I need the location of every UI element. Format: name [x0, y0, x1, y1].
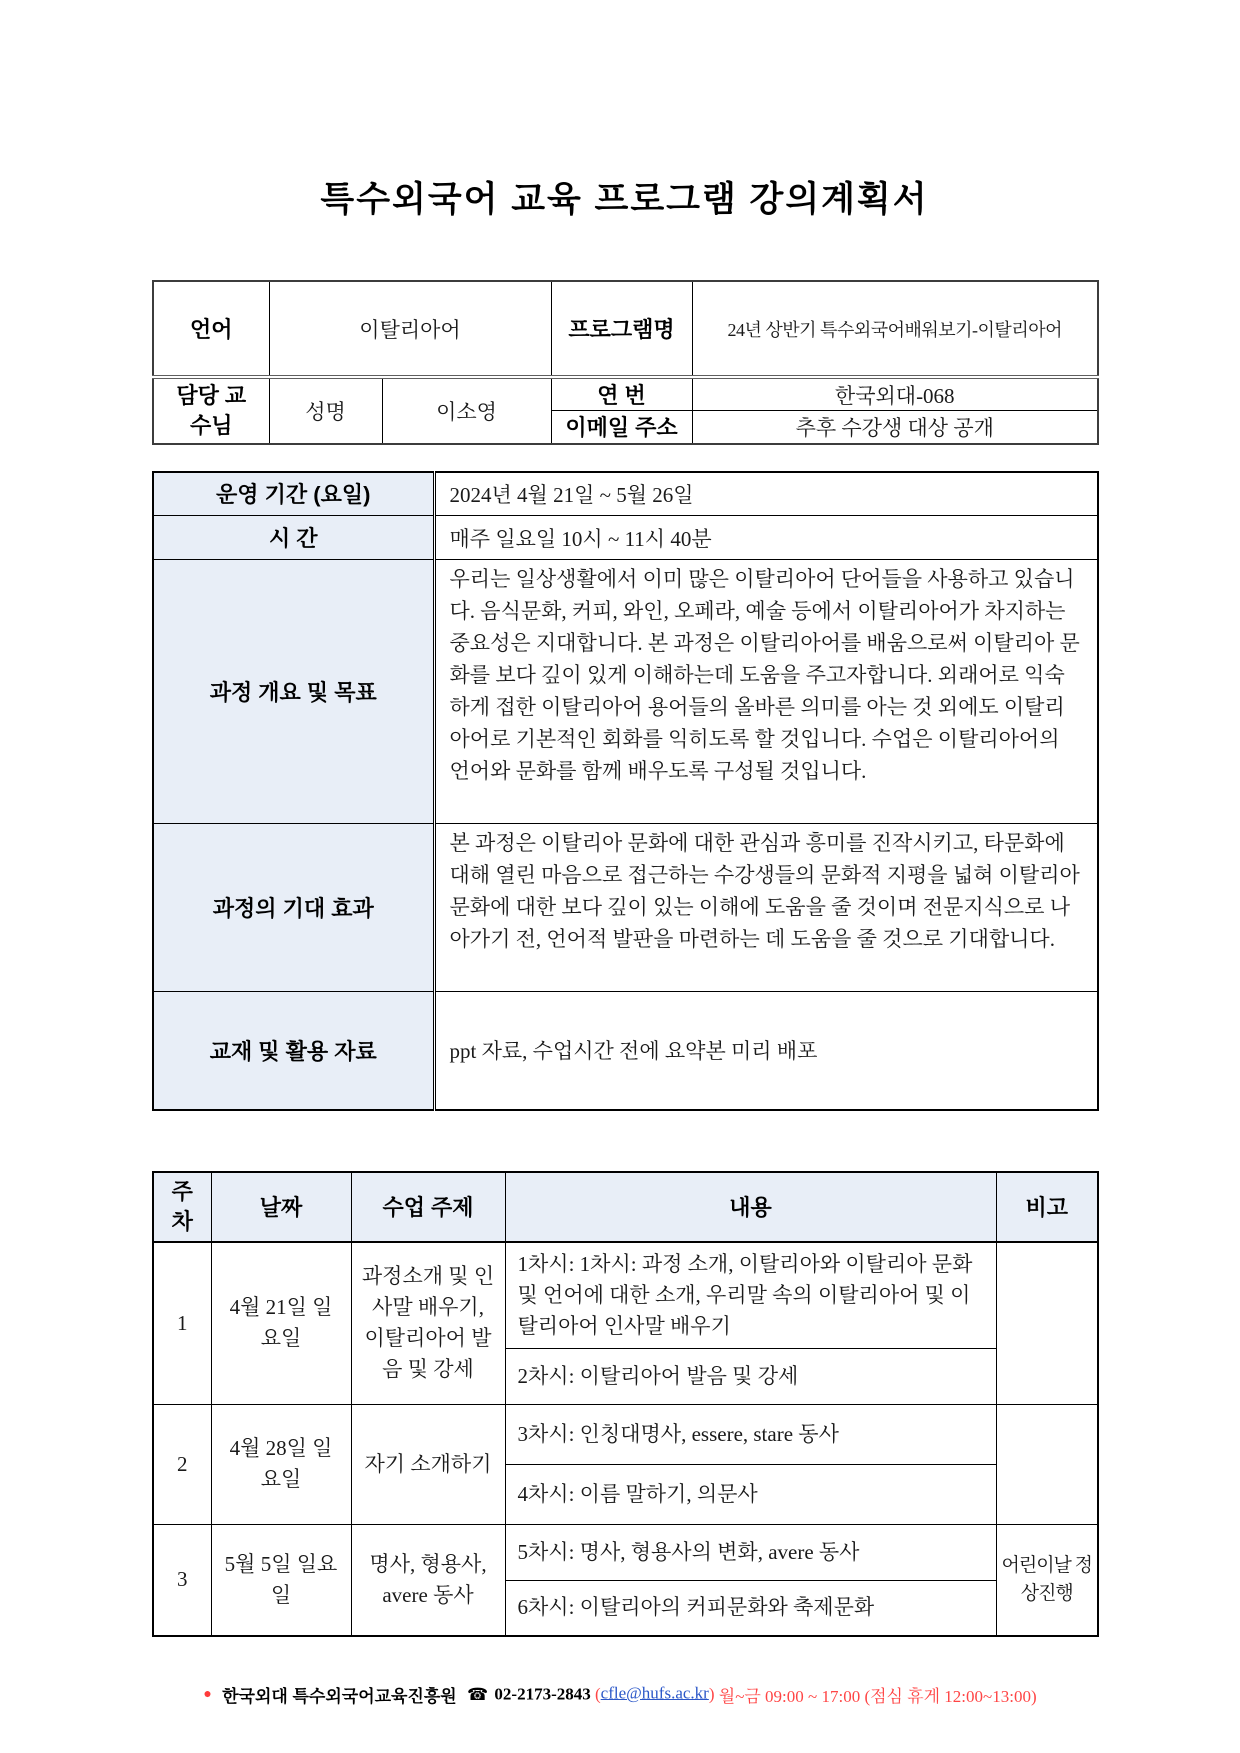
week-topic: 자기 소개하기	[351, 1404, 505, 1524]
footer-email-link[interactable]: cfle@hufs.ac.kr	[600, 1683, 709, 1703]
language-label: 언어	[153, 281, 269, 377]
period-label: 운영 기간 (요일)	[153, 472, 434, 516]
program-info-table	[152, 280, 1099, 445]
document-content	[152, 0, 1097, 1637]
overview-text: 우리는 일상생활에서 이미 많은 이탈리아어 단어들을 사용하고 있습니다. 음식문화, 커피, 와인, 오페라, 예술 등에서 이탈리아어가 차지하는 중요성은 지대합니다. 본 과정은 이탈리아어를 배움으로써 이탈리아 문화를 보다 깊이 있게 이해하는데 도움을 주고자합니다. 외래어로 익숙하게 접한 이탈리아어 용어들의 올바른 의미를 아는 것 외에도 이탈리아어로 기본적인 회화를 익히도록 할 것입니다. 수업은 이탈리아어의 언어와 문화를 함께 배우도록 구성될 것입니다.	[434, 560, 1098, 824]
footer	[0, 1682, 1240, 1707]
session-content: 1차시: 1차시: 과정 소개, 이탈리아와 이탈리아 문화 및 언어에 대한 소개, 우리말 속의 이탈리아어 및 이탈리아어 인사말 배우기	[505, 1242, 996, 1349]
week-date: 5월 5일 일요일	[211, 1524, 351, 1636]
expected-effect-text: 본 과정은 이탈리아 문화에 대한 관심과 흥미를 진작시키고, 타문화에 대해 열린 마음으로 접근하는 수강생들의 문화적 지평을 넓혀 이탈리아 문화에 대한 보다 깊이 있는 이해에 도움을 줄 것이며 전문지식으로 나아가기 전, 언어적 발판을 마련하는 데 도움을 줄 것으로 기대합니다.	[434, 824, 1098, 992]
header-date: 날짜	[211, 1172, 351, 1242]
session-content: 5차시: 명사, 형용사의 변화, avere 동사	[505, 1524, 996, 1580]
header-week: 주차	[153, 1172, 211, 1242]
name-label: 성명	[269, 377, 382, 444]
serial-number-label: 연 번	[551, 377, 692, 411]
week-note: 어린이날 정상진행	[996, 1524, 1098, 1636]
session-content: 2차시: 이탈리아어 발음 및 강세	[505, 1348, 996, 1404]
email-label: 이메일 주소	[551, 411, 692, 444]
time-value: 매주 일요일 10시 ~ 11시 40분	[434, 516, 1098, 560]
phone-icon: ☎	[466, 1684, 489, 1704]
page-title: 특수외국어 교육 프로그램 강의계획서	[320, 180, 929, 219]
header-content: 내용	[505, 1172, 996, 1242]
instructor-name-value: 이소영	[382, 377, 551, 444]
week-note	[996, 1404, 1098, 1524]
session-content: 4차시: 이름 말하기, 의문사	[505, 1464, 996, 1524]
header-note: 비고	[996, 1172, 1098, 1242]
course-details-table	[152, 471, 1099, 1111]
week-number: 2	[153, 1404, 211, 1524]
program-name-label: 프로그램명	[551, 281, 692, 377]
instructor-label: 담당 교수님	[153, 377, 269, 444]
session-content: 3차시: 인칭대명사, essere, stare 동사	[505, 1404, 996, 1464]
footer-paren-close: )	[708, 1684, 715, 1704]
footer-office-hours: 월~금 09:00 ~ 17:00 (점심 휴게 12:00~13:00)	[718, 1687, 1037, 1706]
week-topic: 명사, 형용사, avere 동사	[351, 1524, 505, 1636]
time-label: 시 간	[153, 516, 434, 560]
serial-number-value: 한국외대-068	[692, 377, 1098, 411]
program-name-value: 24년 상반기 특수외국어배워보기-이탈리아어	[692, 281, 1098, 377]
period-value: 2024년 4월 21일 ~ 5월 26일	[434, 472, 1098, 516]
language-value: 이탈리아어	[269, 281, 551, 377]
red-bullet-icon: ●	[203, 1686, 212, 1702]
materials-label: 교재 및 활용 자료	[153, 992, 434, 1110]
session-content: 6차시: 이탈리아의 커피문화와 축제문화	[505, 1580, 996, 1636]
week-date: 4월 28일 일요일	[211, 1404, 351, 1524]
header-topic: 수업 주제	[351, 1172, 505, 1242]
footer-phone-number: 02-2173-2843	[494, 1684, 591, 1704]
week-topic: 과정소개 및 인사말 배우기, 이탈리아어 발음 및 강세	[351, 1242, 505, 1405]
expected-effect-label: 과정의 기대 효과	[153, 824, 434, 992]
weekly-schedule-table	[152, 1171, 1099, 1638]
footer-org-name: 한국외대 특수외국어교육진흥원	[222, 1687, 457, 1706]
footer-paren-open: (	[595, 1684, 601, 1704]
week-note	[996, 1242, 1098, 1405]
materials-value: ppt 자료, 수업시간 전에 요약본 미리 배포	[434, 992, 1098, 1110]
overview-label: 과정 개요 및 목표	[153, 560, 434, 824]
email-value: 추후 수강생 대상 공개	[692, 411, 1098, 444]
week-date: 4월 21일 일요일	[211, 1242, 351, 1405]
week-number: 1	[153, 1242, 211, 1405]
week-number: 3	[153, 1524, 211, 1636]
